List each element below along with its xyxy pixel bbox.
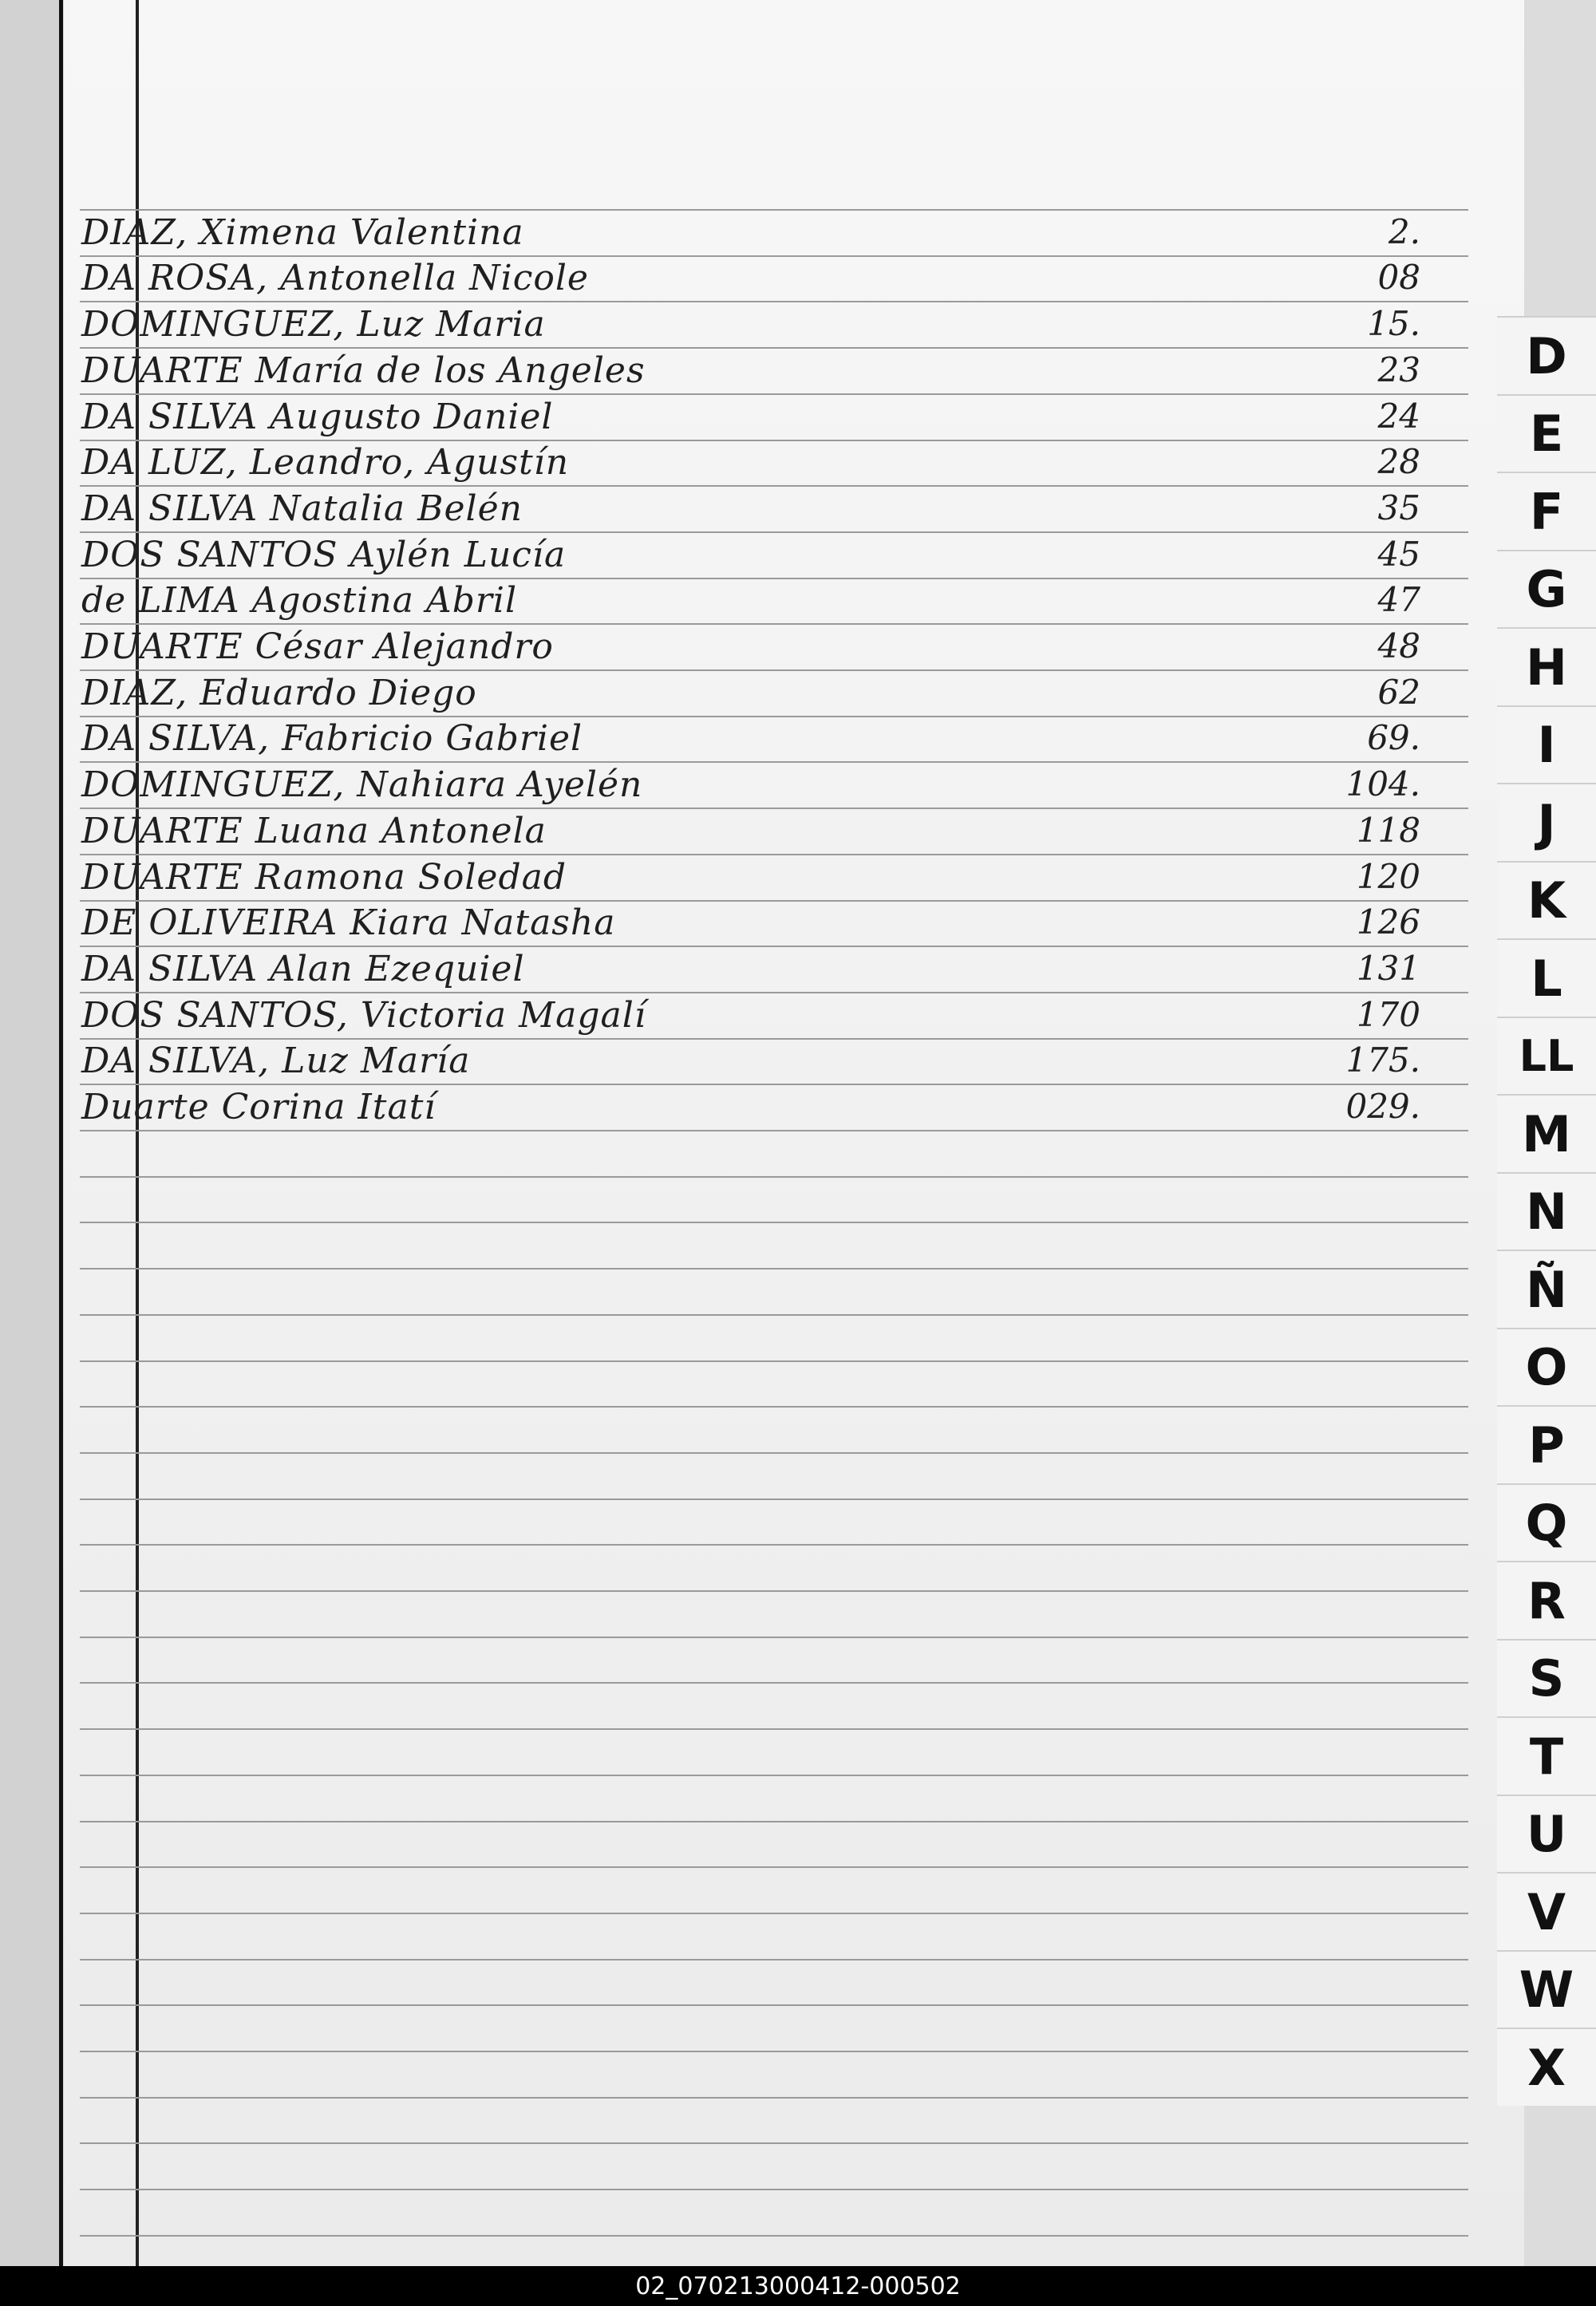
entry-page-number: 15. (1367, 304, 1420, 344)
entry-page-number: 08 (1377, 258, 1420, 298)
ruled-line (80, 1130, 1468, 1131)
entry-name: de LIMA Agostina Abril (81, 580, 518, 622)
entry-name: Duarte Corina Itatí (81, 1087, 437, 1127)
entry-page-number: 45 (1377, 534, 1420, 574)
ruled-line (80, 531, 1468, 533)
entry-name: DA SILVA, Fabricio Gabriel (81, 718, 583, 760)
ruled-line (80, 623, 1468, 625)
ruled-line (80, 1913, 1468, 1914)
index-tab-ñ[interactable]: Ñ (1497, 1250, 1596, 1328)
ruled-line (80, 2004, 1468, 2006)
ruled-line (80, 1499, 1468, 1500)
index-tab-k[interactable]: K (1497, 861, 1596, 939)
ruled-line (80, 578, 1468, 579)
ruled-line (80, 1775, 1468, 1776)
ruled-line (80, 255, 1468, 257)
ruled-line (80, 1268, 1468, 1269)
ruled-line (80, 1084, 1468, 1085)
entry-name: DA ROSA, Antonella Nicole (81, 258, 589, 299)
entry-page-number: 24 (1377, 396, 1420, 436)
entry-page-number: 2. (1388, 211, 1420, 251)
index-tab-w[interactable]: W (1497, 1950, 1596, 2028)
ruled-line (80, 1406, 1468, 1408)
ruled-line (80, 761, 1468, 763)
index-tab-m[interactable]: M (1497, 1094, 1596, 1172)
index-tab-h[interactable]: H (1497, 627, 1596, 705)
ruled-line (80, 854, 1468, 855)
ruled-line (80, 1360, 1468, 1362)
entry-name: DA LUZ, Leandro, Agustín (81, 442, 570, 484)
entry-name: DA SILVA, Luz María (81, 1040, 471, 1082)
footer-code: 02_070213000412-000502 (0, 2266, 1596, 2306)
entry-page-number: 69. (1367, 718, 1420, 758)
ruled-line (80, 1222, 1468, 1223)
ruled-line (80, 485, 1468, 487)
ruled-line (80, 393, 1468, 395)
index-tab-e[interactable]: E (1497, 394, 1596, 472)
entry-page-number: 62 (1377, 672, 1420, 712)
ruled-line (80, 2189, 1468, 2190)
index-tab-ll[interactable]: LL (1497, 1017, 1596, 1095)
index-tab-l[interactable]: L (1497, 938, 1596, 1017)
ruled-line (80, 1728, 1468, 1730)
entry-name: DUARTE Ramona Soledad (81, 856, 567, 898)
index-tab-s[interactable]: S (1497, 1639, 1596, 1717)
ruled-line (80, 1590, 1468, 1592)
index-tab-o[interactable]: O (1497, 1328, 1596, 1406)
index-tab-i[interactable]: I (1497, 705, 1596, 784)
index-tab-g[interactable]: G (1497, 550, 1596, 628)
index-tab-u[interactable]: U (1497, 1795, 1596, 1873)
ruled-line (80, 1314, 1468, 1316)
ruled-line (80, 1544, 1468, 1546)
ruled-line (80, 1176, 1468, 1178)
ruled-line (80, 900, 1468, 902)
entry-name: DA SILVA Augusto Daniel (81, 396, 554, 437)
entry-page-number: 175. (1345, 1040, 1420, 1080)
index-tab-f[interactable]: F (1497, 472, 1596, 550)
alphabet-index-tabs (1497, 0, 1596, 2266)
ruled-line (80, 2142, 1468, 2144)
entry-page-number: 029. (1345, 1087, 1420, 1126)
ruled-line (80, 992, 1468, 993)
ruled-line (80, 2051, 1468, 2052)
entry-name: DUARTE María de los Angeles (81, 349, 646, 391)
ruled-line (80, 2097, 1468, 2099)
entry-name: DIAZ, Eduardo Diego (81, 672, 477, 713)
entry-page-number: 23 (1377, 349, 1420, 389)
index-tab-x[interactable]: X (1497, 2028, 1596, 2106)
entry-page-number: 120 (1356, 856, 1420, 896)
entry-name: DOMINGUEZ, Luz Maria (81, 304, 546, 346)
index-tab-q[interactable]: Q (1497, 1483, 1596, 1562)
ruled-line (80, 669, 1468, 671)
entry-name: DUARTE Luana Antonela (81, 810, 547, 851)
ruled-line (80, 946, 1468, 947)
ruled-line (80, 347, 1468, 349)
index-tab-p[interactable]: P (1497, 1405, 1596, 1483)
ruled-line (80, 301, 1468, 302)
ruled-line (80, 1682, 1468, 1684)
entry-page-number: 170 (1356, 994, 1420, 1034)
index-tab-d[interactable]: D (1497, 316, 1596, 394)
ruled-line (80, 716, 1468, 717)
index-tab-n[interactable]: N (1497, 1172, 1596, 1250)
notebook-page (64, 0, 1524, 2266)
index-tab-j[interactable]: J (1497, 783, 1596, 861)
ruled-line (80, 209, 1468, 211)
entry-name: DA SILVA Alan Ezequiel (81, 948, 525, 989)
entry-name: DOS SANTOS, Victoria Magalí (81, 994, 646, 1036)
ruled-line (80, 2235, 1468, 2237)
ruled-line (80, 1038, 1468, 1040)
index-tab-v[interactable]: V (1497, 1872, 1596, 1950)
binding-strip (0, 0, 63, 2266)
ruled-line (80, 1452, 1468, 1454)
entry-page-number: 47 (1377, 580, 1420, 620)
ruled-line (80, 440, 1468, 441)
entry-name: DUARTE César Alejandro (81, 626, 554, 667)
index-tab-r[interactable]: R (1497, 1561, 1596, 1639)
entry-page-number: 131 (1356, 948, 1420, 988)
entry-name: DIAZ, Ximena Valentina (81, 211, 524, 253)
ruled-line (80, 1866, 1468, 1868)
ruled-line (80, 1821, 1468, 1822)
entry-page-number: 126 (1356, 902, 1420, 942)
entry-name: DOMINGUEZ, Nahiara Ayelén (81, 764, 643, 806)
entry-name: DE OLIVEIRA Kiara Natasha (81, 902, 616, 944)
ruled-line (80, 1959, 1468, 1960)
ruled-line (80, 807, 1468, 809)
entry-page-number: 48 (1377, 626, 1420, 665)
ruled-line (80, 1637, 1468, 1638)
entry-page-number: 118 (1356, 810, 1420, 850)
entry-page-number: 35 (1377, 488, 1420, 527)
index-tab-t[interactable]: T (1497, 1716, 1596, 1795)
entry-name: DA SILVA Natalia Belén (81, 488, 523, 529)
entry-page-number: 28 (1377, 442, 1420, 482)
entry-page-number: 104. (1345, 764, 1420, 804)
entry-name: DOS SANTOS Aylén Lucía (81, 534, 567, 575)
